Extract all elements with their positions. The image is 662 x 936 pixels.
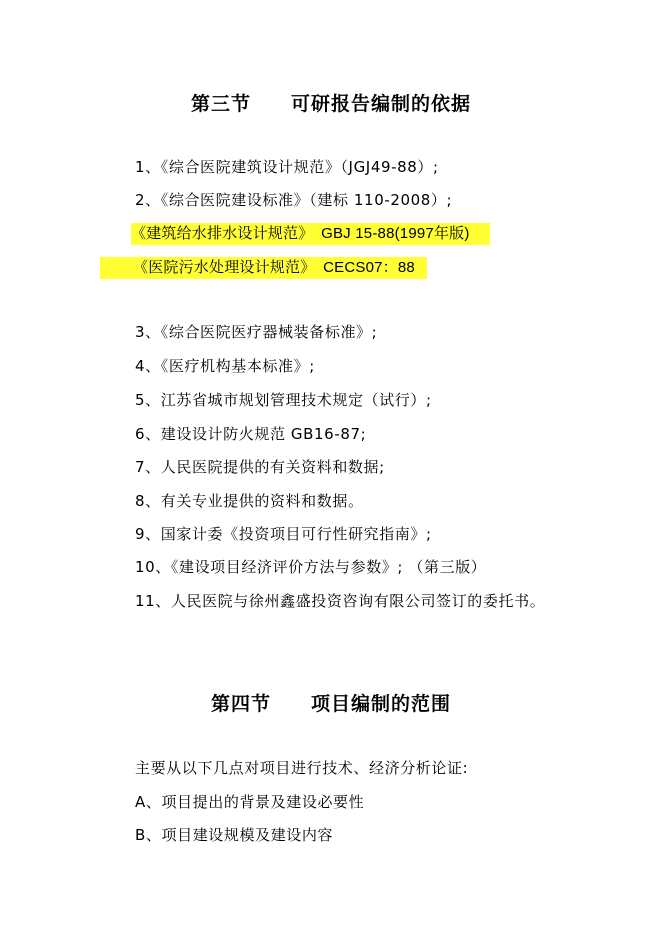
list-item: 9、国家计委《投资项目可行性研究指南》; — [135, 525, 432, 543]
section4-heading: 第四节 项目编制的范围 — [210, 693, 451, 715]
highlighted-item: 《建筑给水排水设计规范》 GBJ 15-88(1997年版) — [131, 223, 490, 245]
section4-intro: 主要从以下几点对项目进行技术、经济分析论证: — [135, 759, 469, 777]
list-item: 5、江苏省城市规划管理技术规定（试行）; — [135, 391, 432, 409]
list-item: B、项目建设规模及建设内容 — [135, 826, 334, 844]
list-item: 1、《综合医院建筑设计规范》（JGJ49-88）; — [135, 158, 439, 176]
list-item: 2、《综合医院建设标准》（建标 110-2008）; — [135, 191, 453, 209]
list-item: 3、《综合医院医疗器械装备标准》; — [135, 323, 378, 341]
list-item: A、项目提出的背景及建设必要性 — [135, 793, 365, 811]
list-item: 11、人民医院与徐州鑫盛投资咨询有限公司签订的委托书。 — [135, 592, 546, 610]
section3-heading: 第三节 可研报告编制的依据 — [190, 93, 471, 115]
list-item: 10、《建设项目经济评价方法与参数》; （第三版） — [135, 558, 487, 576]
list-item: 7、人民医院提供的有关资料和数据; — [135, 458, 385, 476]
highlighted-item: 《医院污水处理设计规范》 CECS07：88 — [100, 257, 427, 279]
list-item: 8、有关专业提供的资料和数据。 — [135, 492, 364, 510]
list-item: 4、《医疗机构基本标准》; — [135, 357, 315, 375]
list-item: 6、建设设计防火规范 GB16-87; — [135, 425, 367, 443]
